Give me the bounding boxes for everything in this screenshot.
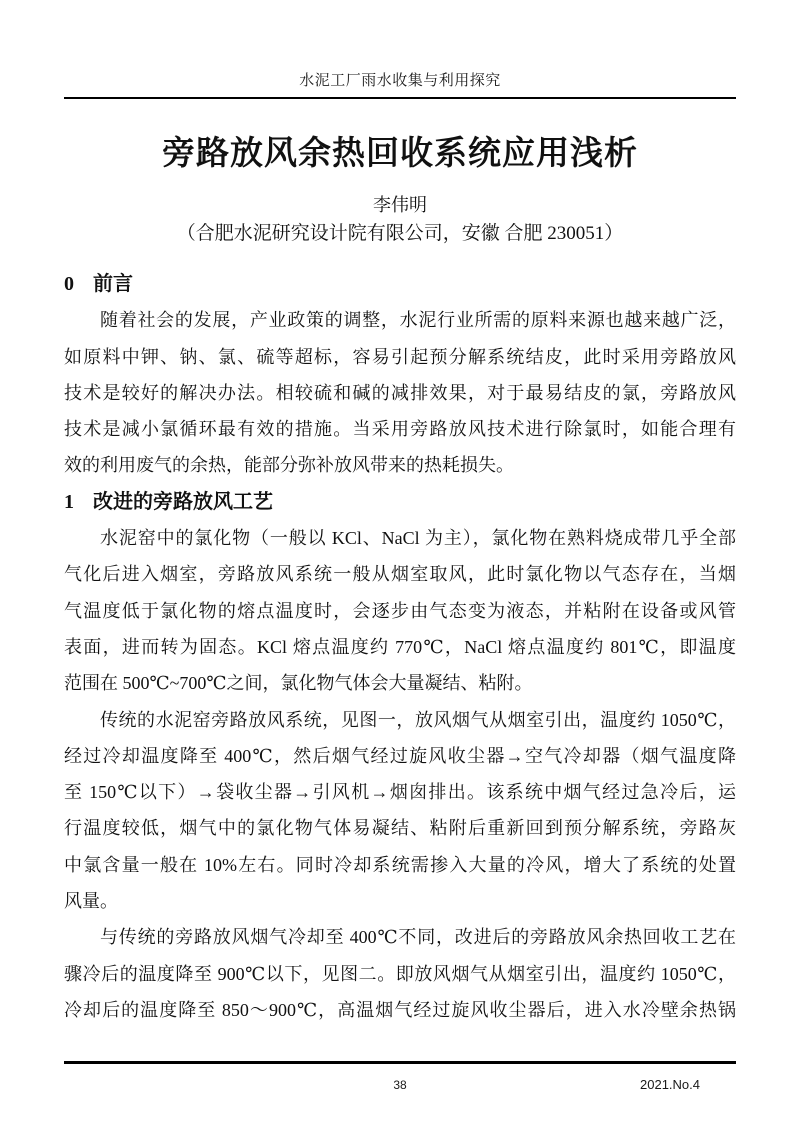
body-line: 冷却后的温度降至 850～900℃，高温烟气经过旋风收尘器后，进入水冷壁余热锅 [64,999,736,1020]
body-line: 传统的水泥窑旁路放风系统，见图一，放风烟气从烟室引出，温度约 1050℃， [100,709,736,730]
section-number: 0 [64,273,74,295]
body-line: 行温度较低，烟气中的氯化物气体易凝结、粘附后重新回到预分解系统，旁路灰 [64,818,736,839]
body-line: 中氯含量一般在 10%左右。同时冷却系统需掺入大量的冷风，增大了系统的处置 [64,854,736,875]
body-line: 效的利用废气的余热，能部分弥补放风带来的热耗损失。 [64,455,514,476]
body-line: 如原料中钾、钠、氯、硫等超标，容易引起预分解系统结皮，此时采用旁路放风 [64,346,736,367]
header-rule [64,97,736,99]
article-body [64,266,736,1028]
running-header [64,72,736,91]
body-line: 经过冷却温度降至 400℃，然后烟气经过旋风收尘器→空气冷却器（烟气温度降 [64,745,736,766]
section-number: 1 [64,490,74,513]
body-line: 气化后进入烟室，旁路放风系统一般从烟室取风，此时氯化物以气态存在，当烟 [64,564,736,585]
body-line: 技术是减小氯循环最有效的措施。当采用旁路放风技术进行除氯时，如能合理有 [64,419,736,440]
section-heading-0 [64,266,736,302]
body-line: 与传统的旁路放风烟气冷却至 400℃不同，改进后的旁路放风余热回收工艺在 [100,927,736,948]
section-heading-1 [64,484,736,520]
body-line: 技术是较好的解决办法。相较硫和碱的减排效果，对于最易结皮的氯，旁路放风 [64,382,736,403]
section-title: 改进的旁路放风工艺 [93,490,273,513]
author-name: 李伟明 [373,195,427,215]
article-title: 旁路放风余热回收系统应用浅析 [162,136,638,172]
body-line: 气温度低于氯化物的熔点温度时，会逐步由气态变为液态，并粘附在设备或风管 [64,600,736,621]
body-line: 随着社会的发展，产业政策的调整，水泥行业所需的原料来源也越来越广泛， [100,310,736,331]
journal-title: 水泥工厂雨水收集与利用探究 [299,73,501,89]
page-footer [64,1061,736,1092]
journal-issue: 2021.No.4 [640,1077,700,1092]
body-line: 水泥窑中的氯化物（一般以 KCl、NaCl 为主），氯化物在熟料烧成带几乎全部 [100,528,736,549]
body-line: 骤冷后的温度降至 900℃以下，见图二。即放风烟气从烟室引出，温度约 1050℃， [64,963,736,984]
section-title: 前言 [93,273,133,295]
body-line: 至 150℃以下）→袋收尘器→引风机→烟囱排出。该系统中烟气经过急冷后，运 [64,782,736,803]
body-line: 范围在 500℃~700℃之间，氯化物气体会大量凝结、粘附。 [64,673,533,694]
page-number: 38 [393,1078,407,1092]
body-line: 表面，进而转为固态。KCl 熔点温度约 770℃，NaCl 熔点温度约 801℃，即温度 [64,636,736,657]
body-line: 风量。 [64,891,118,912]
author-affiliation: （合肥水泥研究设计院有限公司，安徽 合肥 230051） [176,223,624,244]
